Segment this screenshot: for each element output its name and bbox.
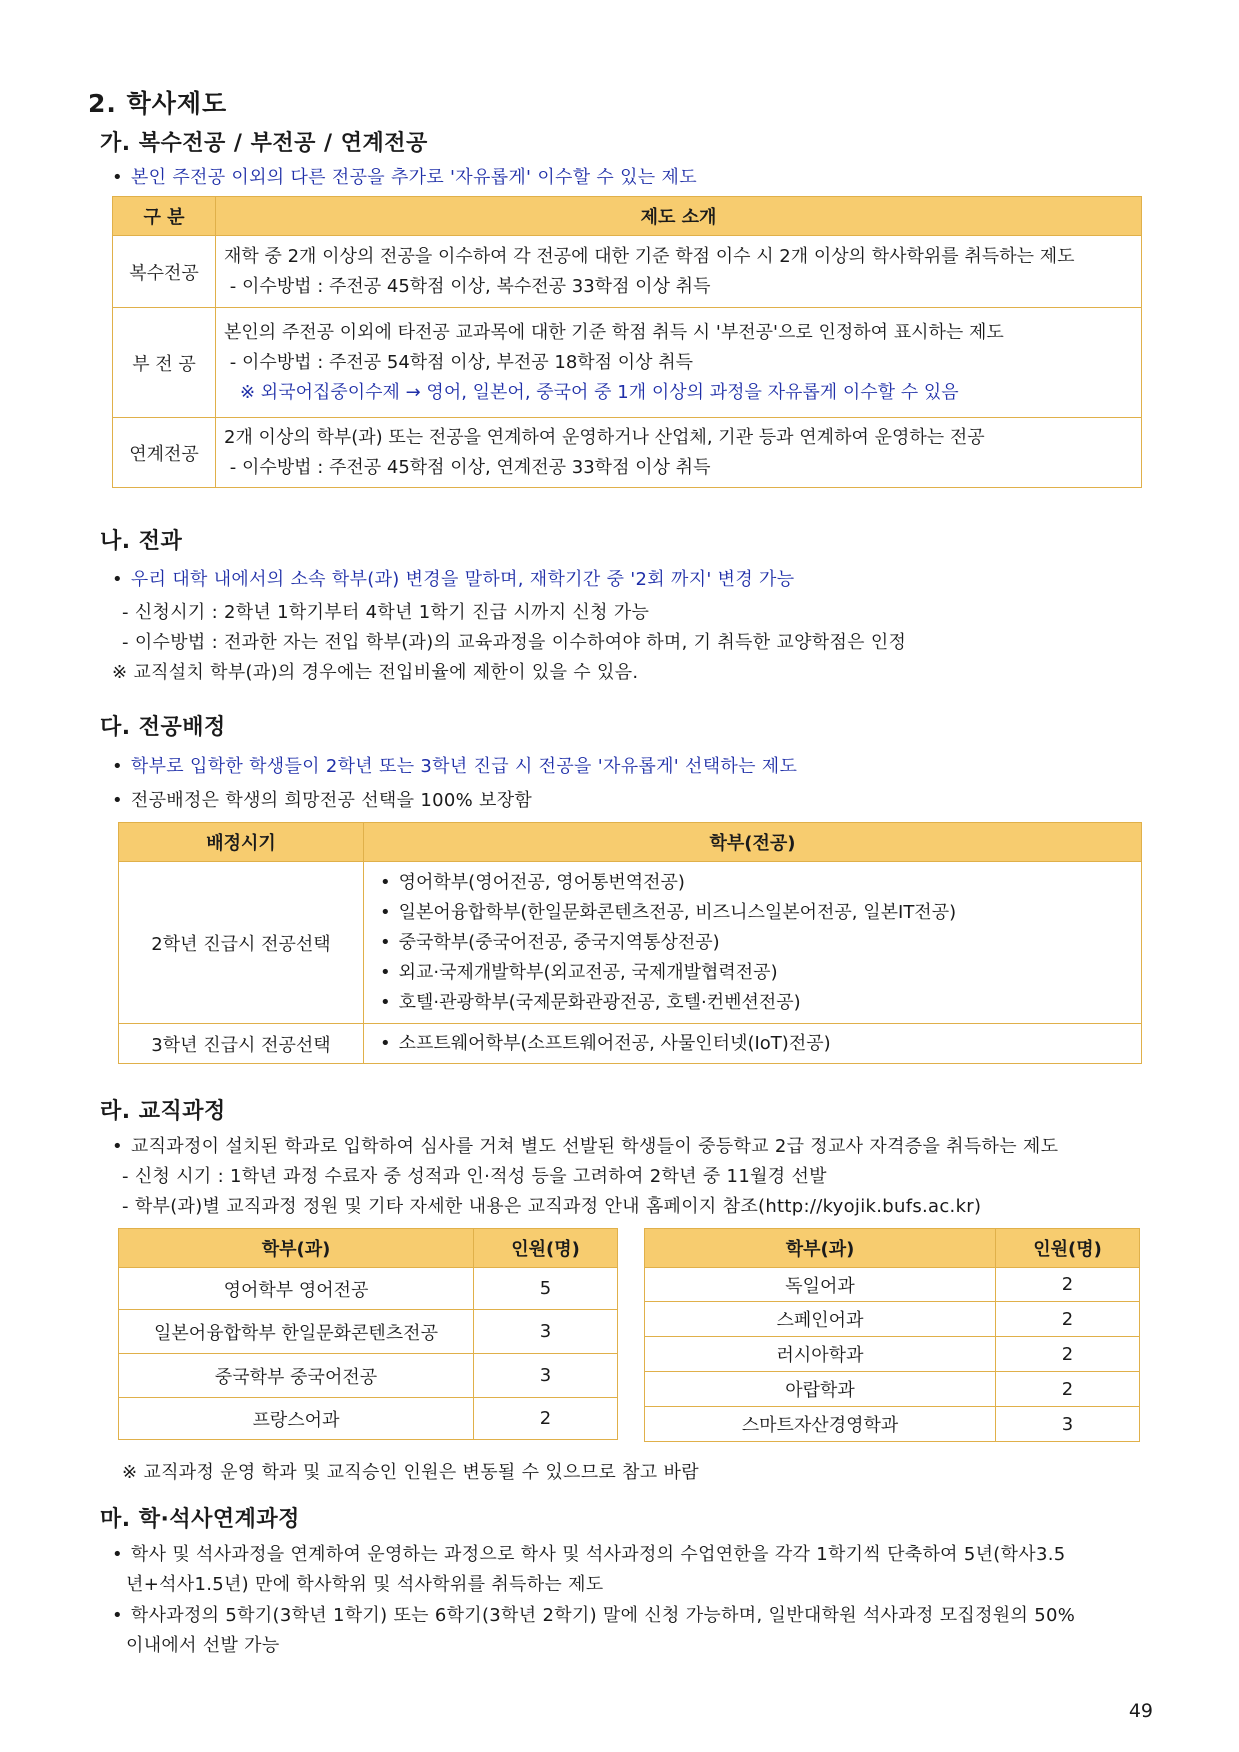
ra-line: - 학부(과)별 교직과정 정원 및 기타 자세한 내용은 교직과정 안내 홈페이지 참조(http://kyojik.bufs.ac.kr) (122, 1196, 982, 1217)
subsection-title-ma: 마. 학·석사연계과정 (100, 1507, 300, 1532)
subsection-title-na: 나. 전과 (100, 529, 183, 554)
ra-dept: 아랍학과 (645, 1372, 996, 1407)
ga-header-intro: 제도 소개 (216, 197, 1142, 236)
na-line: - 신청시기 : 2학년 1학기부터 4학년 1학기 진급 시까지 신청 가능 (122, 602, 650, 623)
subsection-title-da: 다. 전공배정 (100, 715, 226, 740)
ma-bullet-cont: 이내에서 선발 가능 (126, 1635, 280, 1656)
da-major-item: • 호텔·관광학부(국제문화관광전공, 호텔·컨벤션전공) (380, 988, 1133, 1018)
subsection-title-ga: 가. 복수전공 / 부전공 / 연계전공 (100, 131, 428, 156)
ma-bullet: • 학사과정의 5학기(3학년 1학기) 또는 6학기(3학년 2학기) 말에 신청 가능하며, 일반대학원 석사과정 모집정원의 50% (112, 1601, 1075, 1627)
ga-header-category: 구 분 (113, 197, 216, 236)
ga-row-label: 연계전공 (113, 418, 216, 488)
ga-row-text: - 이수방법 : 주전공 45학점 이상, 연계전공 33학점 이상 취득 (224, 456, 711, 478)
ga-intro: • 본인 주전공 이외의 다른 전공을 추가로 '자유롭게' 이수할 수 있는 제도 (112, 163, 697, 189)
ra-dept: 중국학부 중국어전공 (119, 1354, 474, 1398)
ra-count: 2 (996, 1302, 1140, 1337)
section-title: 2. 학사제도 (88, 89, 228, 118)
ra-table-right (644, 1228, 1140, 1442)
ra-count: 3 (996, 1407, 1140, 1442)
ra-count: 2 (474, 1398, 618, 1440)
ra-header-count: 인원(명) (996, 1229, 1140, 1268)
ra-count: 3 (474, 1310, 618, 1354)
ga-row-label: 부 전 공 (113, 308, 216, 418)
da-row-label: 2학년 진급시 전공선택 (119, 862, 364, 1024)
da-header-period: 배정시기 (119, 823, 364, 862)
ra-note: ※ 교직과정 운영 학과 및 교직승인 인원은 변동될 수 있으므로 참고 바람 (122, 1462, 699, 1483)
da-major-item: • 소프트웨어학부(소프트웨어전공, 사물인터넷(IoT)전공) (380, 1029, 1133, 1059)
ra-intro: • 교직과정이 설치된 학과로 입학하여 심사를 거쳐 별도 선발된 학생들이 중등학교 2급 정교사 자격증을 취득하는 제도 (112, 1132, 1058, 1158)
da-row-label: 3학년 진급시 전공선택 (119, 1024, 364, 1064)
ra-count: 3 (474, 1354, 618, 1398)
na-note: ※ 교직설치 학부(과)의 경우에는 전입비율에 제한이 있을 수 있음. (112, 662, 639, 683)
na-line: - 이수방법 : 전과한 자는 전입 학부(과)의 교육과정을 이수하여야 하며, 기 취득한 교양학점은 인정 (122, 632, 907, 653)
da-intro: • 학부로 입학한 학생들이 2학년 또는 3학년 진급 시 전공을 '자유롭게' 선택하는 제도 (112, 752, 797, 778)
ra-line: - 신청 시기 : 1학년 과정 수료자 중 성적과 인·적성 등을 고려하여 2학년 중 11월경 선발 (122, 1166, 827, 1187)
ra-header-dept: 학부(과) (645, 1229, 996, 1268)
da-bullet: • 전공배정은 학생의 희망전공 선택을 100% 보장함 (112, 786, 532, 812)
ga-row-note: ※ 외국어집중이수제 → 영어, 일본어, 중국어 중 1개 이상의 과정을 자유롭게 이수할 수 있음 (240, 381, 959, 403)
ra-dept: 러시아학과 (645, 1337, 996, 1372)
ra-dept: 스페인어과 (645, 1302, 996, 1337)
da-major-item: • 일본어융합학부(한일문화콘텐츠전공, 비즈니스일본어전공, 일본IT전공) (380, 898, 1133, 928)
da-major-item: • 외교·국제개발학부(외교전공, 국제개발협력전공) (380, 958, 1133, 988)
da-major-item: • 중국학부(중국어전공, 중국지역통상전공) (380, 928, 1133, 958)
ga-row-text: - 이수방법 : 주전공 45학점 이상, 복수전공 33학점 이상 취득 (224, 275, 711, 297)
ra-header-count: 인원(명) (474, 1229, 618, 1268)
ga-row-text: 2개 이상의 학부(과) 또는 전공을 연계하여 운영하거나 산업체, 기관 등과 연계하여 운영하는 전공 (224, 426, 985, 448)
ra-count: 2 (996, 1337, 1140, 1372)
ga-row-text: 재학 중 2개 이상의 전공을 이수하여 각 전공에 대한 기준 학점 이수 시 2개 이상의 학사학위를 취득하는 제도 (224, 245, 1075, 267)
ra-count: 2 (996, 1372, 1140, 1407)
ra-table-left (118, 1228, 618, 1440)
ga-table (112, 196, 1142, 488)
ra-dept: 영어학부 영어전공 (119, 1268, 474, 1310)
na-intro: • 우리 대학 내에서의 소속 학부(과) 변경을 말하며, 재학기간 중 '2회 까지' 변경 가능 (112, 565, 794, 591)
ra-dept: 스마트자산경영학과 (645, 1407, 996, 1442)
da-major-item: • 영어학부(영어전공, 영어통번역전공) (380, 868, 1133, 898)
ra-count: 5 (474, 1268, 618, 1310)
ra-dept: 독일어과 (645, 1268, 996, 1302)
ra-dept: 프랑스어과 (119, 1398, 474, 1440)
ra-count: 2 (996, 1268, 1140, 1302)
ra-dept: 일본어융합학부 한일문화콘텐츠전공 (119, 1310, 474, 1354)
ra-header-dept: 학부(과) (119, 1229, 474, 1268)
ga-row-text: 본인의 주전공 이외에 타전공 교과목에 대한 기준 학점 취득 시 '부전공'으로 인정하여 표시하는 제도 (224, 321, 1004, 343)
ma-bullet: • 학사 및 석사과정을 연계하여 운영하는 과정으로 학사 및 석사과정의 수업연한을 각각 1학기씩 단축하여 5년(학사3.5 (112, 1540, 1066, 1566)
page-number: 49 (1128, 1700, 1153, 1722)
ga-row-label: 복수전공 (113, 236, 216, 308)
da-header-major: 학부(전공) (364, 823, 1142, 862)
ma-bullet-cont: 년+석사1.5년) 만에 학사학위 및 석사학위를 취득하는 제도 (126, 1574, 604, 1595)
ga-row-text: - 이수방법 : 주전공 54학점 이상, 부전공 18학점 이상 취득 (224, 351, 694, 373)
subsection-title-ra: 라. 교직과정 (100, 1099, 226, 1124)
da-table (118, 822, 1142, 1064)
